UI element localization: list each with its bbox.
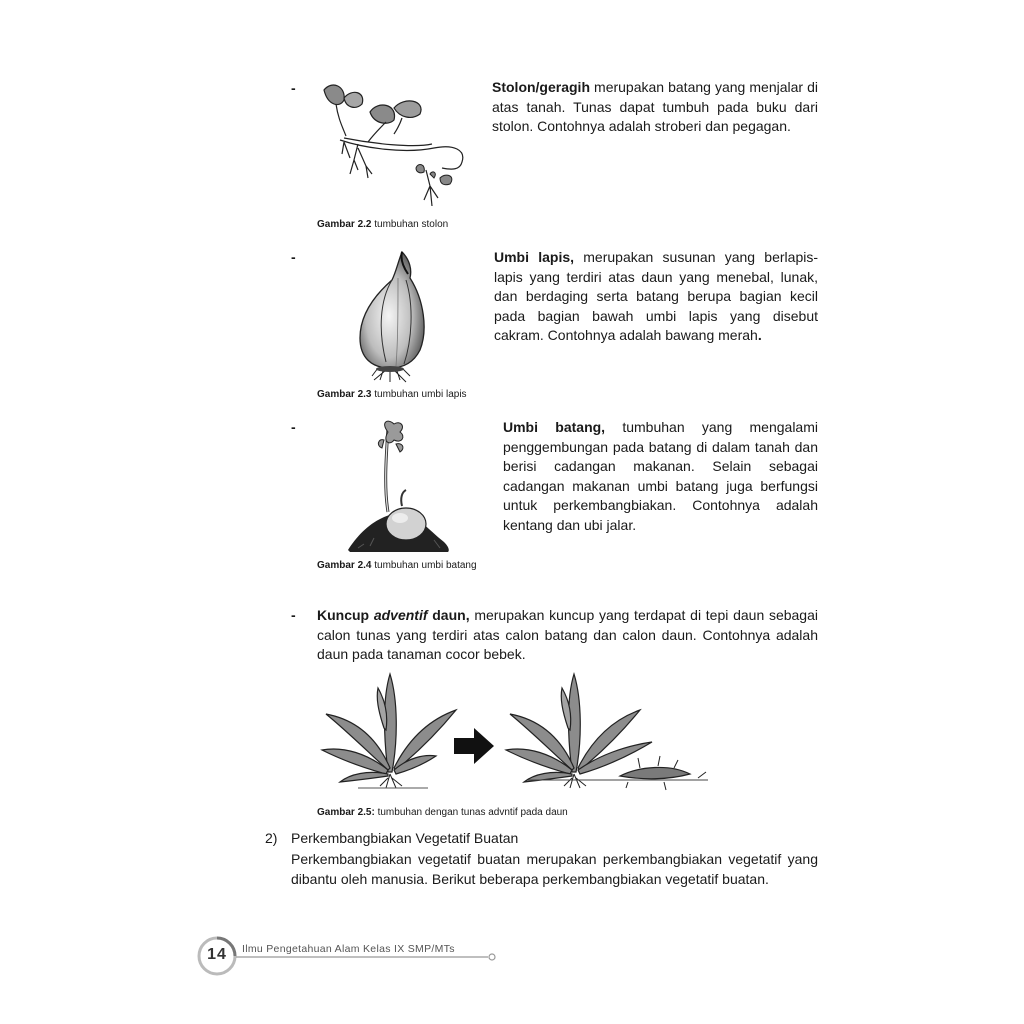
stolon-figure <box>314 78 474 216</box>
caption-text: tumbuhan stolon <box>371 219 449 230</box>
list-dash: - <box>291 249 296 265</box>
list-dash: - <box>291 419 296 435</box>
section-title: Perkembangbiakan Vegetatif Buatan <box>291 830 519 846</box>
umbi-lapis-text-end: . <box>757 327 762 344</box>
kuncup-figure <box>318 670 718 802</box>
figure-caption-2-3 <box>317 389 467 401</box>
umbi-lapis-term: Umbi lapis, <box>494 249 575 265</box>
caption-label: Gambar 2.3 <box>317 389 372 400</box>
caption-text: tumbuhan dengan tunas advntif pada daun <box>374 807 568 818</box>
umbi-batang-figure <box>344 418 454 556</box>
kuncup-text: merupakan kuncup yang terdapat di tepi daun sebagai calon tunas yang terdiri atas calon batang dan calon daun. Contohnya adalah daun pada tanaman cocor bebek. <box>317 607 818 663</box>
caption-text: tumbuhan umbi batang <box>371 560 477 571</box>
kuncup-term-c: daun, <box>427 607 470 623</box>
onion-bulb-illustration <box>350 250 430 384</box>
list-dash: - <box>291 607 296 623</box>
caption-label: Gambar 2.2 <box>317 219 372 230</box>
adventitious-bud-illustration <box>318 670 718 802</box>
umbi-batang-text: tumbuhan yang mengalami penggembungan pada batang di dalam tanah dan berisi cadangan makanan. Selain sebagai cadangan makanan umbi batang juga berfungsi untuk perkembangbiakan. Contohnya adalah kentang dan ubi jalar. <box>503 419 818 533</box>
caption-label: Gambar 2.5: <box>317 807 375 818</box>
stolon-paragraph <box>492 78 818 137</box>
kuncup-paragraph <box>317 606 818 665</box>
figure-caption-2-2 <box>317 219 448 231</box>
page-footer <box>196 934 506 978</box>
stolon-term: Stolon/geragih <box>492 79 590 95</box>
book-title: Ilmu Pengetahuan Alam Kelas IX SMP/MTs <box>242 943 455 955</box>
kuncup-term-b: adventif <box>373 607 428 623</box>
list-dash: - <box>291 80 296 96</box>
footer-decoration <box>196 934 506 978</box>
umbi-lapis-paragraph <box>494 248 818 346</box>
figure-caption-2-5 <box>317 807 568 819</box>
page-number: 14 <box>207 946 227 963</box>
figure-caption-2-4 <box>317 560 477 572</box>
potato-tuber-illustration <box>344 418 454 556</box>
caption-text: tumbuhan umbi lapis <box>371 389 467 400</box>
section-body: Perkembangbiakan vegetatif buatan merupakan perkembangbiakan vegetatif yang dibantu oleh manusia. Berikut beberapa perkembangbiakan vegetatif buatan. <box>291 851 818 887</box>
umbi-batang-term: Umbi batang, <box>503 419 606 435</box>
umbi-lapis-figure <box>350 250 430 384</box>
caption-label: Gambar 2.4 <box>317 560 372 571</box>
stolon-plant-illustration <box>314 78 474 216</box>
umbi-lapis-text: merupakan susunan yang berlapis-lapis yang terdiri atas daun yang menebal, lunak, dan berdaging serta batang berupa bagian kecil pada bagian bawah umbi lapis yang disebut cakram. Contohnya adalah bawang merah <box>494 249 818 344</box>
stolon-text: merupakan batang yang menjalar di atas tanah. Tunas dapat tumbuh pada buku dari stolon. Contohnya adalah stroberi dan pegagan. <box>492 79 818 135</box>
umbi-batang-paragraph <box>503 418 818 536</box>
section-number: 2) <box>265 830 278 846</box>
kuncup-term-a: Kuncup <box>317 607 374 623</box>
